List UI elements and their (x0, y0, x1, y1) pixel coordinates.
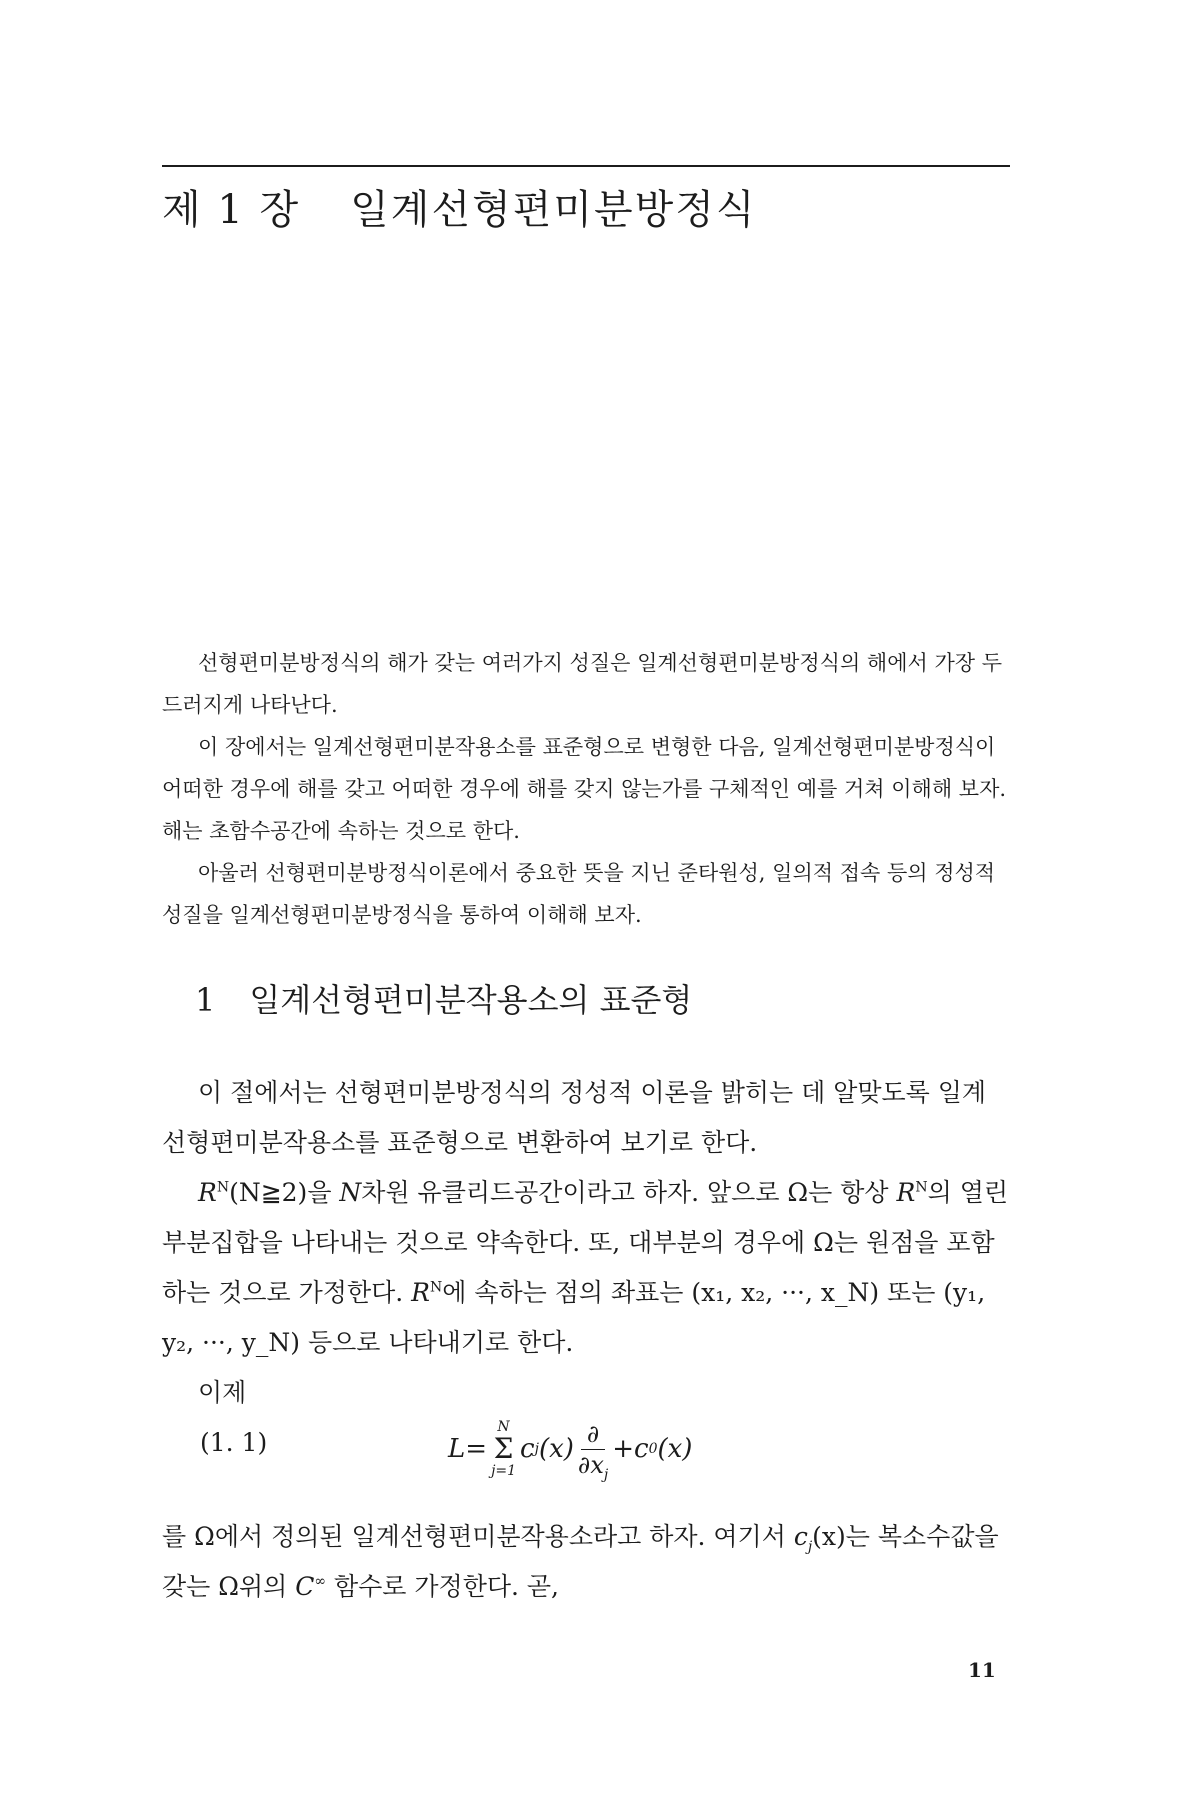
equation-tail-arg: (x) (657, 1434, 693, 1464)
intro-paragraph-1: 선형편미분방정식의 해가 갖는 여러가지 성질은 일계선형편미분방정식의 해에서 가장 두드러지게 나타난다. (162, 651, 1002, 717)
body-paragraph-2-e: 에 속하는 점의 좌표는 (x₁, x₂, ···, x_N) 또는 (y₁, y₂, ···, y_N) 등으로 나타내기로 한다. (162, 1278, 986, 1357)
partial-denominator (577, 1450, 609, 1483)
math-c: c (793, 1522, 808, 1551)
summation (491, 1419, 516, 1479)
body-paragraph-2-a: (N≧2)을 (229, 1178, 340, 1207)
equation-tail: +c (612, 1434, 649, 1464)
post-equation-paragraph (162, 1512, 1010, 1612)
sum-upper-limit: N (497, 1419, 510, 1435)
math-c-sub: j (807, 1539, 813, 1555)
post-eq-d: (x)는 복소수값을 갖는 Ω위의 (162, 1522, 999, 1601)
chapter-rule (162, 165, 1010, 167)
equation-body: L= N Σ j=1 c j (x) $\frac{\partial}{\partial x_j}$ +c 0 (x) (448, 1419, 693, 1483)
math-R: R (198, 1178, 217, 1207)
body-paragraph-3: 이제 (198, 1378, 247, 1407)
body-paragraph-2 (162, 1168, 1010, 1368)
math-C: C (295, 1572, 315, 1601)
partial-denominator-text: ∂x (577, 1450, 604, 1479)
sum-lower-limit: j=1 (491, 1463, 517, 1479)
body-paragraph-2-d: 의 열린부분집합을 나타내는 것으로 약속한다. 또, 대부분의 경우에 Ω는 원점을 포함하는 것으로 가정한다. (162, 1178, 1008, 1307)
section-body (162, 1068, 1010, 1418)
post-eq-g: 함수로 가정한다. 곧, (326, 1572, 559, 1601)
equation-1-1 (0, 1404, 1200, 1494)
sum-symbol: Σ (493, 1432, 514, 1465)
equation-number: (1. 1) (200, 1428, 268, 1457)
body-paragraph-1: 이 절에서는 선형편미분방정식의 정성적 이론을 밝히는 데 알맞도록 일계선형편미분작용소를 표준형으로 변환하여 보기로 한다. (162, 1078, 987, 1157)
equation-lhs: L= (448, 1434, 488, 1464)
section-heading (195, 975, 692, 1021)
chapter-heading (162, 178, 757, 235)
math-infinity-sup: ∞ (314, 1573, 327, 1590)
math-N-sup: N (216, 1179, 230, 1196)
body-paragraph-2-c: 차원 유클리드공간이라고 하자. 앞으로 Ω는 항상 (361, 1178, 897, 1207)
intro-paragraph-3: 아울러 선형편미분방정식이론에서 중요한 뜻을 지닌 준타원성, 일의적 접속 등의 정성적 성질을 일계선형편미분방정식을 통하여 이해해 보자. (162, 861, 996, 927)
math-N-sup: N (429, 1279, 443, 1296)
section-number: 1 (195, 981, 216, 1019)
math-N: N (339, 1178, 362, 1207)
coefficient: c (520, 1434, 535, 1464)
partial-denominator-sub: j (603, 1466, 609, 1483)
post-equation-text (162, 1512, 1010, 1612)
partial-numerator: ∂ (581, 1419, 605, 1450)
chapter-intro (162, 642, 1010, 936)
post-eq-a: 를 Ω에서 정의된 일계선형편미분작용소라고 하자. 여기서 (162, 1522, 794, 1551)
chapter-number: 제 1 장 (162, 187, 301, 233)
chapter-title: 일계선형편미분방정식 (350, 187, 757, 233)
coefficient-arg: (x) (538, 1434, 574, 1464)
math-R: R (411, 1278, 430, 1307)
intro-paragraph-2: 이 장에서는 일계선형편미분작용소를 표준형으로 변형한 다음, 일계선형편미분방정식이 어떠한 경우에 해를 갖고 어떠한 경우에 해를 갖지 않는가를 구체적인 예를 거쳐 이해해 보자. 해는 초함수공간에 속하는 것으로 한다. (162, 735, 1007, 843)
math-R: R (896, 1178, 916, 1207)
page-number: 11 (968, 1658, 996, 1682)
partial-derivative (577, 1419, 609, 1483)
math-N-sup: N (915, 1179, 928, 1196)
section-title: 일계선형편미분작용소의 표준형 (249, 981, 693, 1019)
